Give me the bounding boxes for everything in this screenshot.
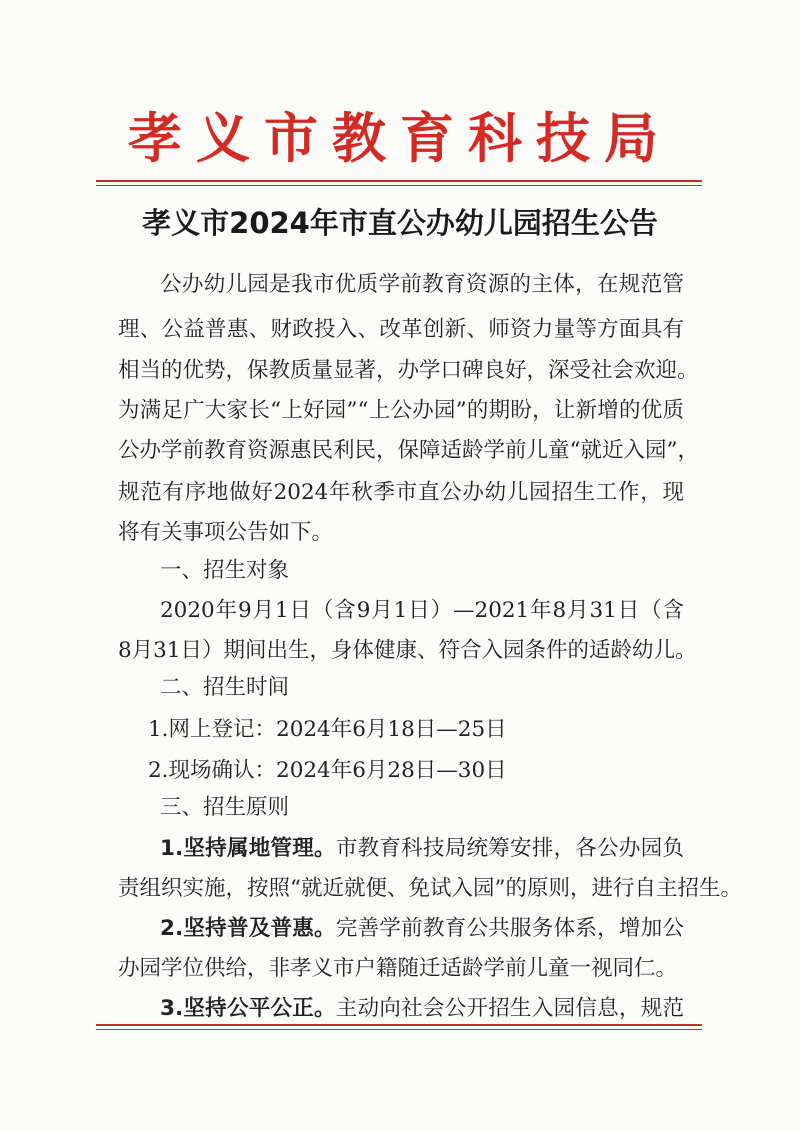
principle-text: 主动向社会公开招生入园信息，规范 <box>335 996 684 1021</box>
masthead-title: 孝义市教育科技局 <box>128 106 672 170</box>
masthead-rule-thin <box>96 185 702 186</box>
principle-line <box>160 994 684 1024</box>
intro-line: 规范有序地做好2024年秋季市直公办幼儿园招生工作，现 <box>118 480 684 505</box>
footer-rule-thin <box>96 1029 702 1030</box>
principle-text: 市教育科技局统筹安排，各公办园负 <box>335 836 684 861</box>
schedule-item: 1.网上登记：2024年6月18日—25日 <box>148 717 507 742</box>
principle-line: 责组织实施，按照“就近就便、免试入园”的原则，进行自主招生。 <box>118 876 742 901</box>
intro-line: 将有关事项公告如下。 <box>118 520 334 545</box>
section1-line: 2020年9月1日（含9月1日）—2021年8月31日（含 <box>160 598 684 623</box>
schedule-item: 2.现场确认：2024年6月28日—30日 <box>148 758 507 783</box>
principle-line: 办园学位供给，非孝义市户籍随迁适龄学前儿童一视同仁。 <box>118 956 678 981</box>
principle-text: 完善学前教育公共服务体系，增加公 <box>335 916 684 941</box>
intro-line: 相当的优势，保教质量显著，办学口碑良好，深受社会欢迎。 <box>118 358 699 383</box>
section-heading: 三、招生原则 <box>160 795 290 820</box>
principle-title: 1.坚持属地管理。 <box>160 836 336 861</box>
principle-line <box>160 914 684 944</box>
principle-title: 3.坚持公平公正。 <box>160 996 336 1021</box>
principle-title: 2.坚持普及普惠。 <box>160 916 336 941</box>
section-heading: 二、招生时间 <box>160 675 290 700</box>
masthead-rule <box>96 180 702 182</box>
section-heading: 一、招生对象 <box>160 558 290 583</box>
section1-line: 8月31日）期间出生，身体健康、符合入园条件的适龄幼儿。 <box>118 638 697 663</box>
intro-line: 理、公益普惠、财政投入、改革创新、师资力量等方面具有 <box>118 317 684 342</box>
principle-line <box>160 834 684 864</box>
intro-line: 公办幼儿园是我市优质学前教育资源的主体，在规范管 <box>160 272 684 297</box>
document-title: 孝义市2024年市直公办幼儿园招生公告 <box>142 206 658 240</box>
intro-line: 为满足广大家长“上好园”“上公办园”的期盼，让新增的优质 <box>118 398 684 423</box>
footer-rule <box>96 1024 702 1026</box>
intro-line: 公办学前教育资源惠民利民，保障适龄学前儿童“就近入园”， <box>118 438 699 463</box>
